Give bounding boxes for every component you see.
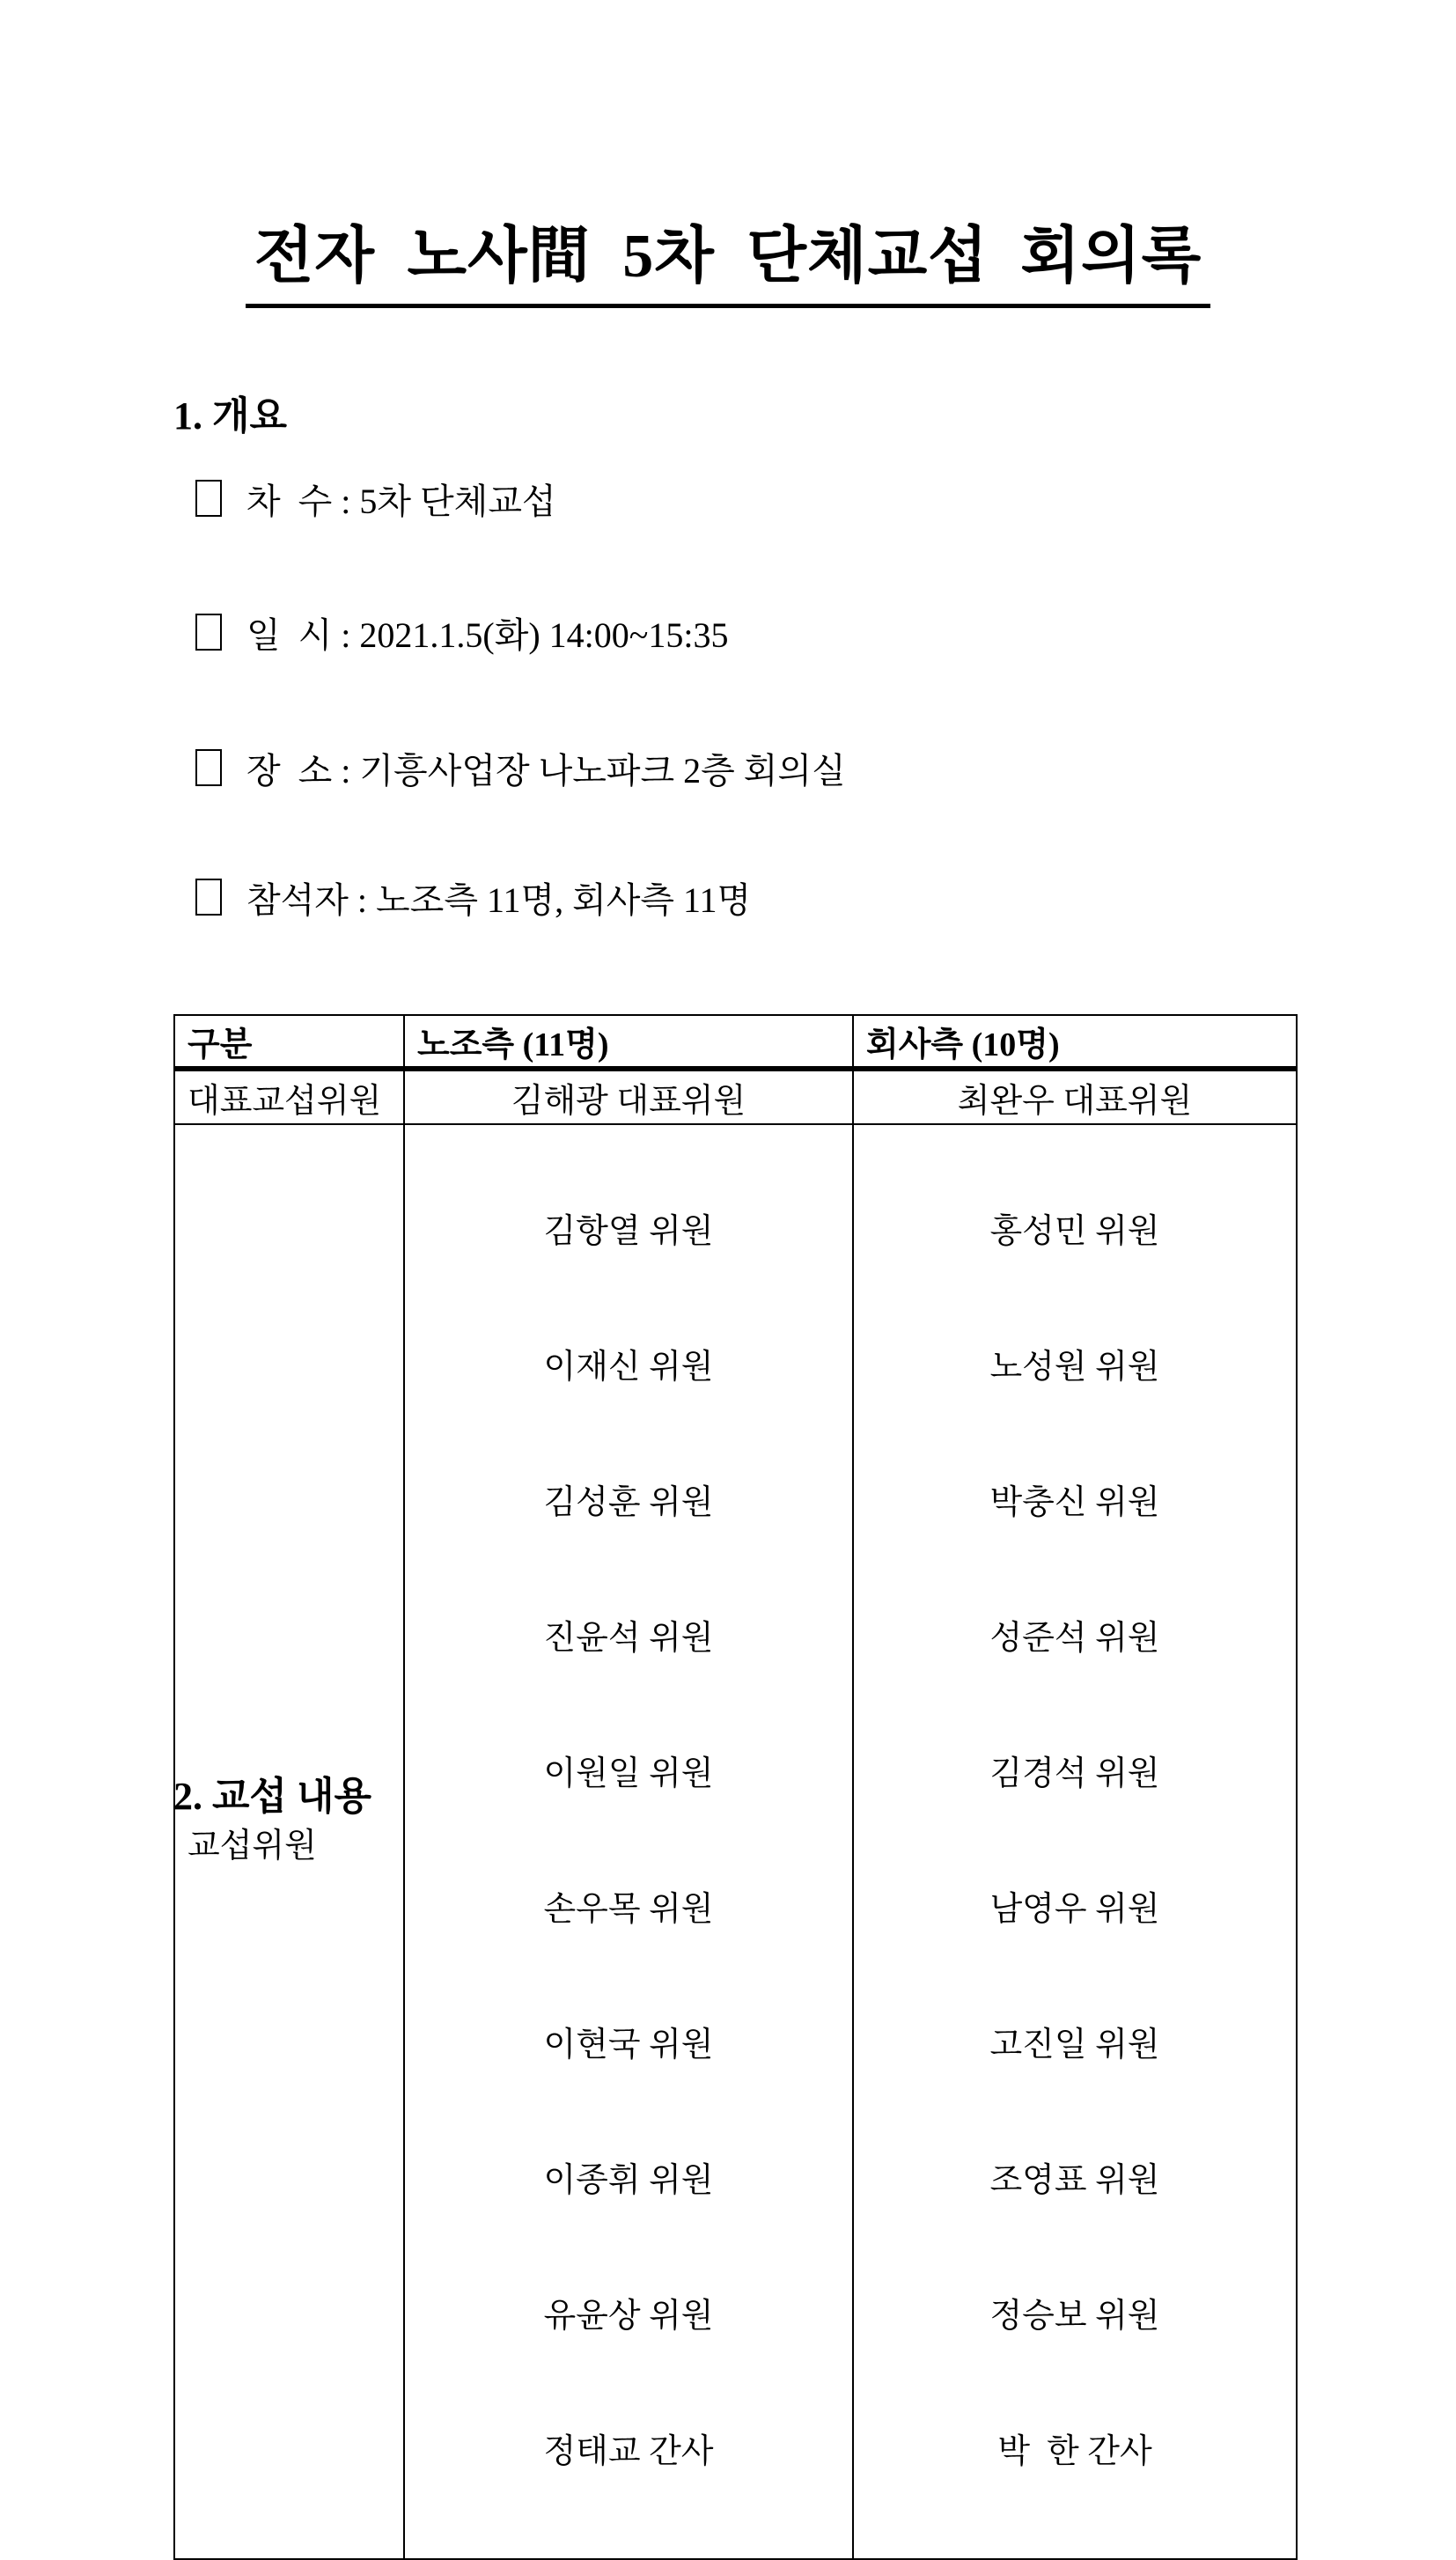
union-member: 김성훈 위원 [543, 1484, 714, 1521]
company-member: 조영표 위원 [989, 2162, 1160, 2199]
company-members-cell [853, 1124, 1297, 2559]
checkbox-icon [195, 879, 222, 916]
table-header-row [174, 1015, 1297, 1069]
union-member: 진윤석 위원 [543, 1620, 714, 1657]
overview-item-location-text: 장 소 : 기흥사업장 나노파크 2층 회의실 [246, 750, 846, 791]
union-member: 손우목 위원 [543, 1891, 714, 1928]
union-members-cell [404, 1124, 853, 2559]
union-member: 유윤상 위원 [543, 2298, 714, 2335]
representative-row [174, 1069, 1297, 1124]
checkbox-icon [195, 480, 222, 517]
section-2-heading: 2. 교섭 내용 [173, 1775, 372, 1818]
union-member: 이종휘 위원 [543, 2162, 714, 2199]
union-member: 이재신 위원 [543, 1349, 714, 1386]
company-member: 김경석 위원 [989, 1755, 1160, 1792]
checkbox-icon [195, 749, 222, 786]
representative-company: 최완우 대표위원 [853, 1069, 1297, 1124]
column-header-category: 구분 [174, 1015, 404, 1069]
section-1-heading: 1. 개요 [173, 394, 288, 438]
overview-item-round [195, 476, 556, 520]
company-member: 노성원 위원 [989, 1349, 1160, 1386]
company-member: 남영우 위원 [989, 1891, 1160, 1928]
overview-item-attendees-text: 참석자 : 노조측 11명, 회사측 11명 [246, 879, 752, 920]
checkbox-icon [195, 614, 222, 651]
union-member: 이원일 위원 [543, 1755, 714, 1792]
company-member: 성준석 위원 [989, 1620, 1160, 1657]
company-member: 홍성민 위원 [989, 1213, 1160, 1250]
members-category: 교섭위원 [174, 1124, 404, 2559]
overview-item-location [195, 746, 846, 790]
company-member: 정승보 위원 [989, 2298, 1160, 2335]
company-member: 박충신 위원 [989, 1484, 1160, 1521]
overview-item-datetime-text: 일 시 : 2021.1.5(화) 14:00~15:35 [246, 614, 729, 655]
overview-item-attendees [195, 875, 751, 919]
union-member: 김항열 위원 [543, 1213, 714, 1250]
union-member: 정태교 간사 [543, 2433, 714, 2470]
members-row [174, 1124, 1297, 2559]
column-header-company: 회사측 (10명) [853, 1015, 1297, 1069]
company-member: 박 한 간사 [997, 2433, 1152, 2470]
representative-union: 김해광 대표위원 [404, 1069, 853, 1124]
document-title [0, 206, 1456, 308]
overview-item-round-text: 차 수 : 5차 단체교섭 [246, 481, 556, 521]
overview-item-datetime [195, 610, 729, 654]
column-header-union: 노조측 (11명) [404, 1015, 853, 1069]
representative-category: 대표교섭위원 [174, 1069, 404, 1124]
union-member: 이현국 위원 [543, 2027, 714, 2063]
document-title-text: 전자 노사間 5차 단체교섭 회의록 [246, 206, 1210, 308]
company-member: 고진일 위원 [989, 2027, 1160, 2063]
